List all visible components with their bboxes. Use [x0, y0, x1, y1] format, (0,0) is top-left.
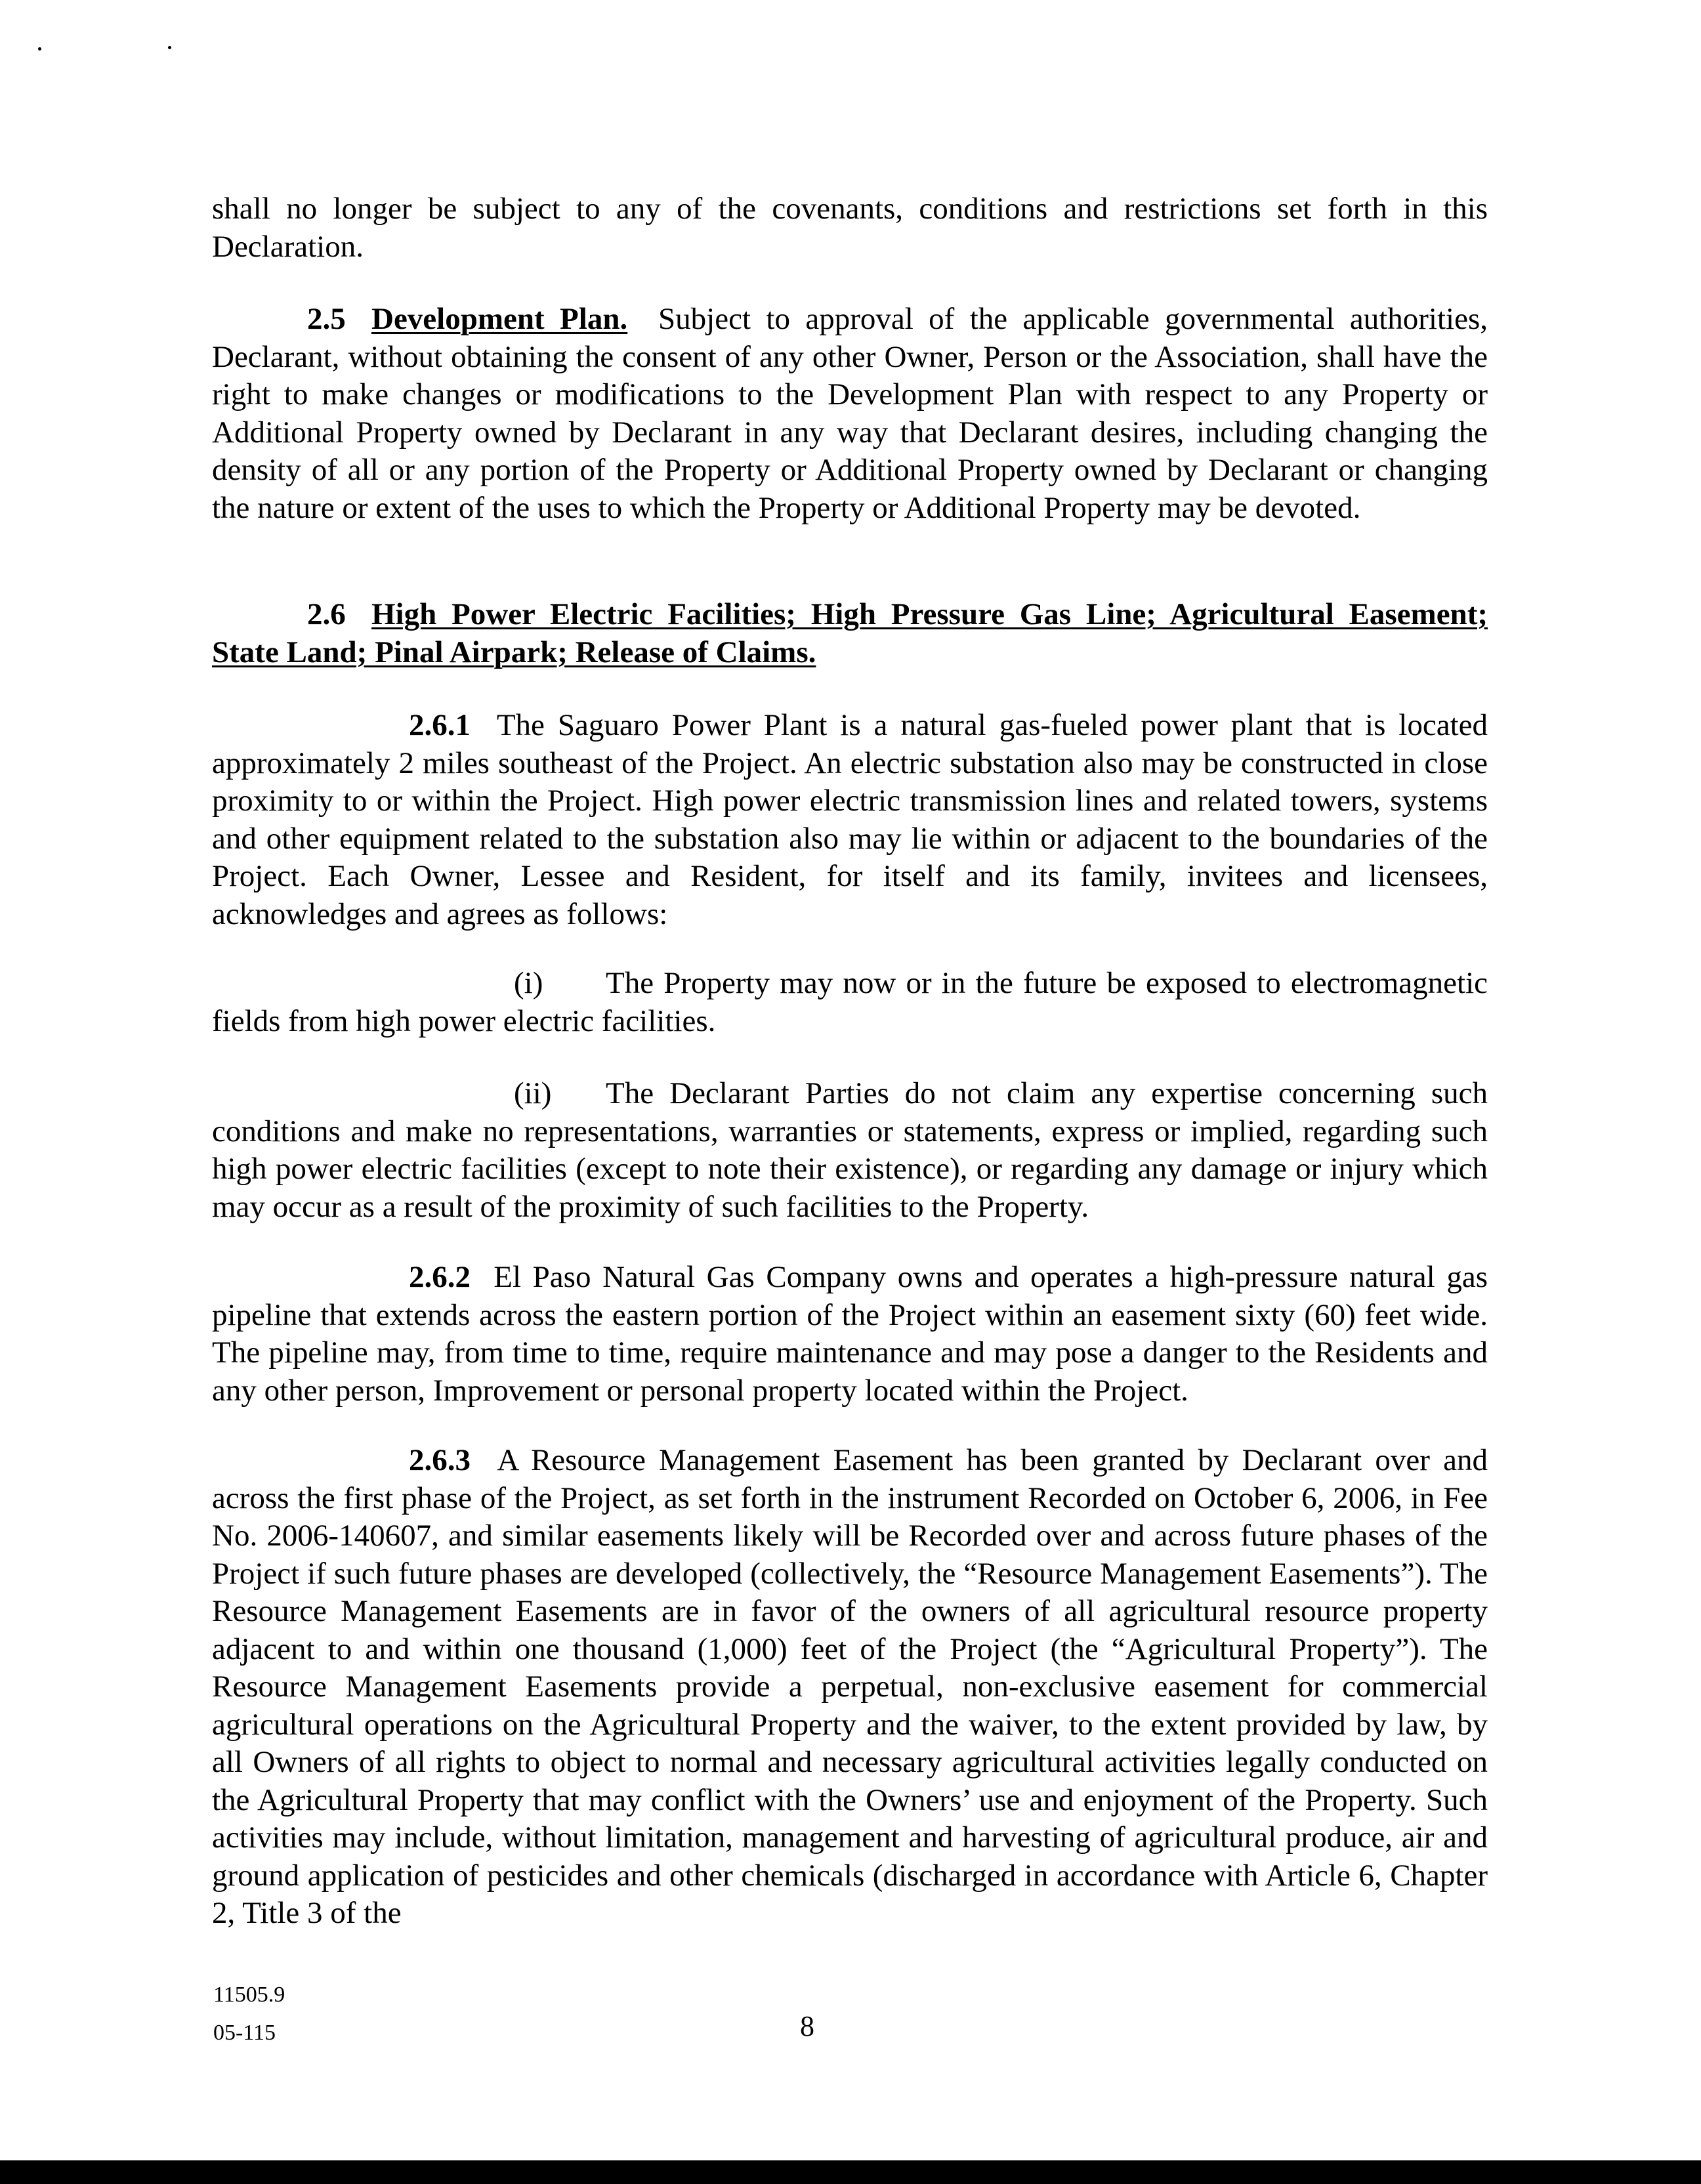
section-2-6-2-body: El Paso Natural Gas Company owns and operates a high-pressure natural gas pipeline that extends across the eastern portion of the Project within an easement sixty (60) feet wide. The pipeline may, from time to time, require maintenance and may pose a danger to the Residents and any other person, Improvement or personal property located within the Project.	[212, 1260, 1488, 1408]
section-2-5	[212, 301, 1488, 527]
section-2-6-1-body: The Saguaro Power Plant is a natural gas-fueled power plant that is located approximately 2 miles southeast of the Project. An electric substation also may be constructed in close proximity to or within the Project. High power electric transmission lines and related towers, systems and other equipment related to the substation also may lie within or adjacent to the boundaries of the Project. Each Owner, Lessee and Resident, for itself and its family, invitees and licensees, acknowledges and agrees as follows:	[212, 708, 1488, 931]
section-2-5-body: Subject to approval of the applicable governmental authorities, Declarant, without obtaining the consent of any other Owner, Person or the Association, shall have the right to make changes or modifications to the Development Plan with respect to any Property or Additional Property owned by Declarant in any way that Declarant desires, including changing the density of all or any portion of the Property or Additional Property owned by Declarant or changing the nature or extent of the uses to which the Property or Additional Property may be devoted.	[212, 302, 1488, 525]
section-2-6-3-number: 2.6.3	[409, 1443, 471, 1477]
list-item-i	[212, 965, 1488, 1040]
list-item-i-label: (i)	[514, 966, 543, 1000]
page-number: 8	[800, 2010, 814, 2042]
list-item-ii	[212, 1075, 1488, 1226]
section-2-6-3-body: A Resource Management Easement has been granted by Declarant over and across the first phase of the Project, as set forth in the instrument Recorded on October 6, 2006, in Fee No. 2006-140607, and similar easements likely will be Recorded over and across future phases of the Project if such future phases are developed (collectively, the “Resource Management Easements”). The Resource Management Easements are in favor of the owners of all agricultural resource property adjacent to and within one thousand (1,000) feet of the Project (the “Agricultural Property”). The Resource Management Easements provide a perpetual, non-exclusive easement for commercial agricultural operations on the Agricultural Property and the waiver, to the extent provided by law, by all Owners of all rights to object to normal and necessary agricultural activities legally conducted on the Agricultural Property that may conflict with the Owners’ use and enjoyment of the Property. Such activities may include, without limitation, management and harvesting of agricultural produce, air and ground application of pesticides and other chemicals (discharged in accordance with Article 6, Chapter 2, Title 3 of the	[212, 1443, 1488, 1930]
section-2-6-1	[212, 707, 1488, 933]
section-2-6-number: 2.6	[307, 597, 346, 631]
scan-speck	[38, 47, 41, 51]
section-2-6-2	[212, 1259, 1488, 1410]
section-2-6-title: High Power Electric Facilities; High Pressure Gas Line; Agricultural Easement; State Land; Pinal Airpark; Release of Claims.	[212, 597, 1488, 669]
section-2-6-2-number: 2.6.2	[409, 1260, 471, 1294]
list-item-ii-text: The Declarant Parties do not claim any expertise concerning such conditions and make no representations, warranties or statements, express or implied, regarding such high power electric facilities (except to note their existence), or regarding any damage or injury which may occur as a result of the proximity of such facilities to the Property.	[212, 1076, 1488, 1224]
continuation-text: shall no longer be subject to any of the covenants, conditions and restrictions set forth in this Declaration.	[212, 192, 1488, 264]
doc-code-2: 05-115	[213, 2021, 276, 2045]
continuation-paragraph	[212, 190, 1488, 266]
section-2-6-1-number: 2.6.1	[409, 708, 471, 742]
section-2-5-title: Development Plan.	[371, 302, 628, 336]
section-2-6	[212, 596, 1488, 671]
scan-speck	[168, 46, 171, 49]
list-item-i-text: The Property may now or in the future be exposed to electromagnetic fields from high power electric facilities.	[212, 966, 1488, 1038]
list-item-ii-label: (ii)	[514, 1076, 552, 1110]
section-2-5-number: 2.5	[307, 302, 346, 336]
scan-bottom-border	[0, 2160, 1701, 2184]
doc-code-1: 11505.9	[213, 1983, 285, 2007]
section-2-6-3	[212, 1442, 1488, 1933]
